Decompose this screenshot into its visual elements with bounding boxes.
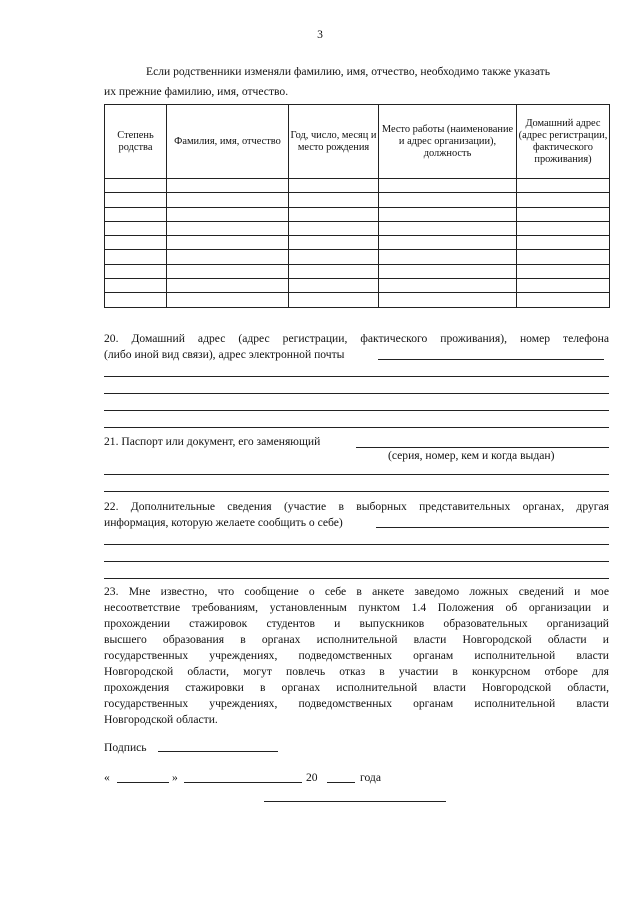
- date-close-quote: »: [172, 771, 178, 784]
- item23-line: высшего образования в органах исполнительной власти Новгородской области и: [104, 633, 609, 646]
- table-cell[interactable]: [379, 193, 517, 207]
- table-cell[interactable]: [379, 207, 517, 221]
- item22-answer-line[interactable]: [104, 561, 609, 562]
- date-year-word: года: [360, 771, 381, 784]
- table-cell[interactable]: [167, 236, 289, 250]
- item21-answer-line[interactable]: [104, 491, 609, 492]
- table-cell[interactable]: [167, 293, 289, 307]
- item20-email-field[interactable]: [378, 359, 604, 360]
- table-cell[interactable]: [379, 279, 517, 293]
- item21-label: 21. Паспорт или документ, его заменяющий: [104, 435, 321, 448]
- intro-line-2: их прежние фамилию, имя, отчество.: [104, 85, 289, 98]
- table-row: [105, 279, 610, 293]
- table-cell[interactable]: [105, 179, 167, 193]
- date-open-quote: «: [104, 771, 110, 784]
- table-cell[interactable]: [289, 207, 379, 221]
- table-cell[interactable]: [517, 250, 610, 264]
- item22-info-field[interactable]: [376, 527, 609, 528]
- item20-answer-line[interactable]: [104, 393, 609, 394]
- item20-line-1: 20. Домашний адрес (адрес регистрации, фактического проживания), номер телефона: [104, 332, 609, 345]
- table-cell[interactable]: [289, 221, 379, 235]
- table-cell[interactable]: [289, 293, 379, 307]
- item22-line-2: информация, которую желаете сообщить о себе): [104, 516, 343, 529]
- table-cell[interactable]: [167, 179, 289, 193]
- item21-answer-line[interactable]: [104, 474, 609, 475]
- table-cell[interactable]: [105, 250, 167, 264]
- signature-label: Подпись: [104, 741, 147, 754]
- table-cell[interactable]: [167, 264, 289, 278]
- table-cell[interactable]: [379, 236, 517, 250]
- item23-line: 23. Мне известно, что сообщение о себе в анкете заведомо ложных сведений и мое: [104, 585, 609, 598]
- date-century: 20: [306, 771, 318, 784]
- page-number: 3: [317, 28, 323, 41]
- table-row: [105, 179, 610, 193]
- item23-last-line: Новгородской области.: [104, 713, 218, 726]
- column-header-birth: Год, число, месяц и место рождения: [289, 105, 379, 179]
- table-cell[interactable]: [289, 279, 379, 293]
- table-cell[interactable]: [289, 179, 379, 193]
- item23-line: государственных учреждениях, подведомственных органам исполнительной власти: [104, 697, 609, 710]
- table-header-row: [105, 105, 610, 179]
- item23-line: несоответствие требованиям, установленным пунктом 1.4 Положения об организации и: [104, 601, 609, 614]
- item23-line: государственных учреждениях, подведомственных органам исполнительной власти: [104, 649, 609, 662]
- table-row: [105, 293, 610, 307]
- table-cell[interactable]: [105, 236, 167, 250]
- table-cell[interactable]: [167, 250, 289, 264]
- table-cell[interactable]: [105, 279, 167, 293]
- table-cell[interactable]: [167, 279, 289, 293]
- item23-line: Новгородской области, могут повлечь отказ в участии в конкурсном отборе для: [104, 665, 609, 678]
- table-cell[interactable]: [289, 264, 379, 278]
- date-year-field[interactable]: [327, 782, 355, 783]
- table-cell[interactable]: [105, 264, 167, 278]
- item23-line: прохождения стажировки в органах исполнительной власти Новгородской области,: [104, 681, 609, 694]
- table-cell[interactable]: [105, 293, 167, 307]
- item20-answer-line[interactable]: [104, 376, 609, 377]
- table-cell[interactable]: [289, 193, 379, 207]
- column-header-full-name: Фамилия, имя, отчество: [167, 105, 289, 179]
- item22-answer-line[interactable]: [104, 544, 609, 545]
- table-cell[interactable]: [517, 221, 610, 235]
- date-day-field[interactable]: [117, 782, 169, 783]
- table-cell[interactable]: [105, 207, 167, 221]
- intro-line-1: Если родственники изменяли фамилию, имя, отчество, необходимо также указать: [146, 65, 551, 78]
- item20-line-2: (либо иной вид связи), адрес электронной почты: [104, 348, 345, 361]
- table-cell[interactable]: [379, 293, 517, 307]
- column-header-home-address: Домашний адрес (адрес регистрации, фактического проживания): [517, 105, 610, 179]
- relatives-table: [104, 104, 610, 308]
- item23-line: прохождении стажировок студентов и выпускников образовательных организаций: [104, 617, 609, 630]
- table-cell[interactable]: [105, 193, 167, 207]
- table-cell[interactable]: [517, 193, 610, 207]
- table-row: [105, 221, 610, 235]
- table-cell[interactable]: [289, 236, 379, 250]
- table-row: [105, 264, 610, 278]
- table-cell[interactable]: [517, 236, 610, 250]
- table-cell[interactable]: [517, 279, 610, 293]
- column-header-relation: Степень родства: [105, 105, 167, 179]
- item22-line-1: 22. Дополнительные сведения (участие в выборных представительных органах, другая: [104, 500, 609, 513]
- table-row: [105, 193, 610, 207]
- table-cell[interactable]: [289, 250, 379, 264]
- date-month-field[interactable]: [184, 782, 302, 783]
- table-cell[interactable]: [105, 221, 167, 235]
- table-cell[interactable]: [517, 264, 610, 278]
- signature-field[interactable]: [158, 751, 278, 752]
- item21-caption: (серия, номер, кем и когда выдан): [388, 449, 555, 462]
- table-cell[interactable]: [517, 179, 610, 193]
- table-cell[interactable]: [517, 207, 610, 221]
- table-cell[interactable]: [167, 207, 289, 221]
- table-cell[interactable]: [167, 221, 289, 235]
- table-cell[interactable]: [517, 293, 610, 307]
- table-row: [105, 236, 610, 250]
- table-cell[interactable]: [379, 264, 517, 278]
- column-header-workplace: Место работы (наименование и адрес организации), должность: [379, 105, 517, 179]
- item22-answer-line[interactable]: [104, 578, 609, 579]
- table-row: [105, 250, 610, 264]
- item20-answer-line[interactable]: [104, 427, 609, 428]
- table-cell[interactable]: [167, 193, 289, 207]
- bottom-signature-line[interactable]: [264, 801, 446, 802]
- item20-answer-line[interactable]: [104, 410, 609, 411]
- table-row: [105, 207, 610, 221]
- table-cell[interactable]: [379, 179, 517, 193]
- table-cell[interactable]: [379, 250, 517, 264]
- table-cell[interactable]: [379, 221, 517, 235]
